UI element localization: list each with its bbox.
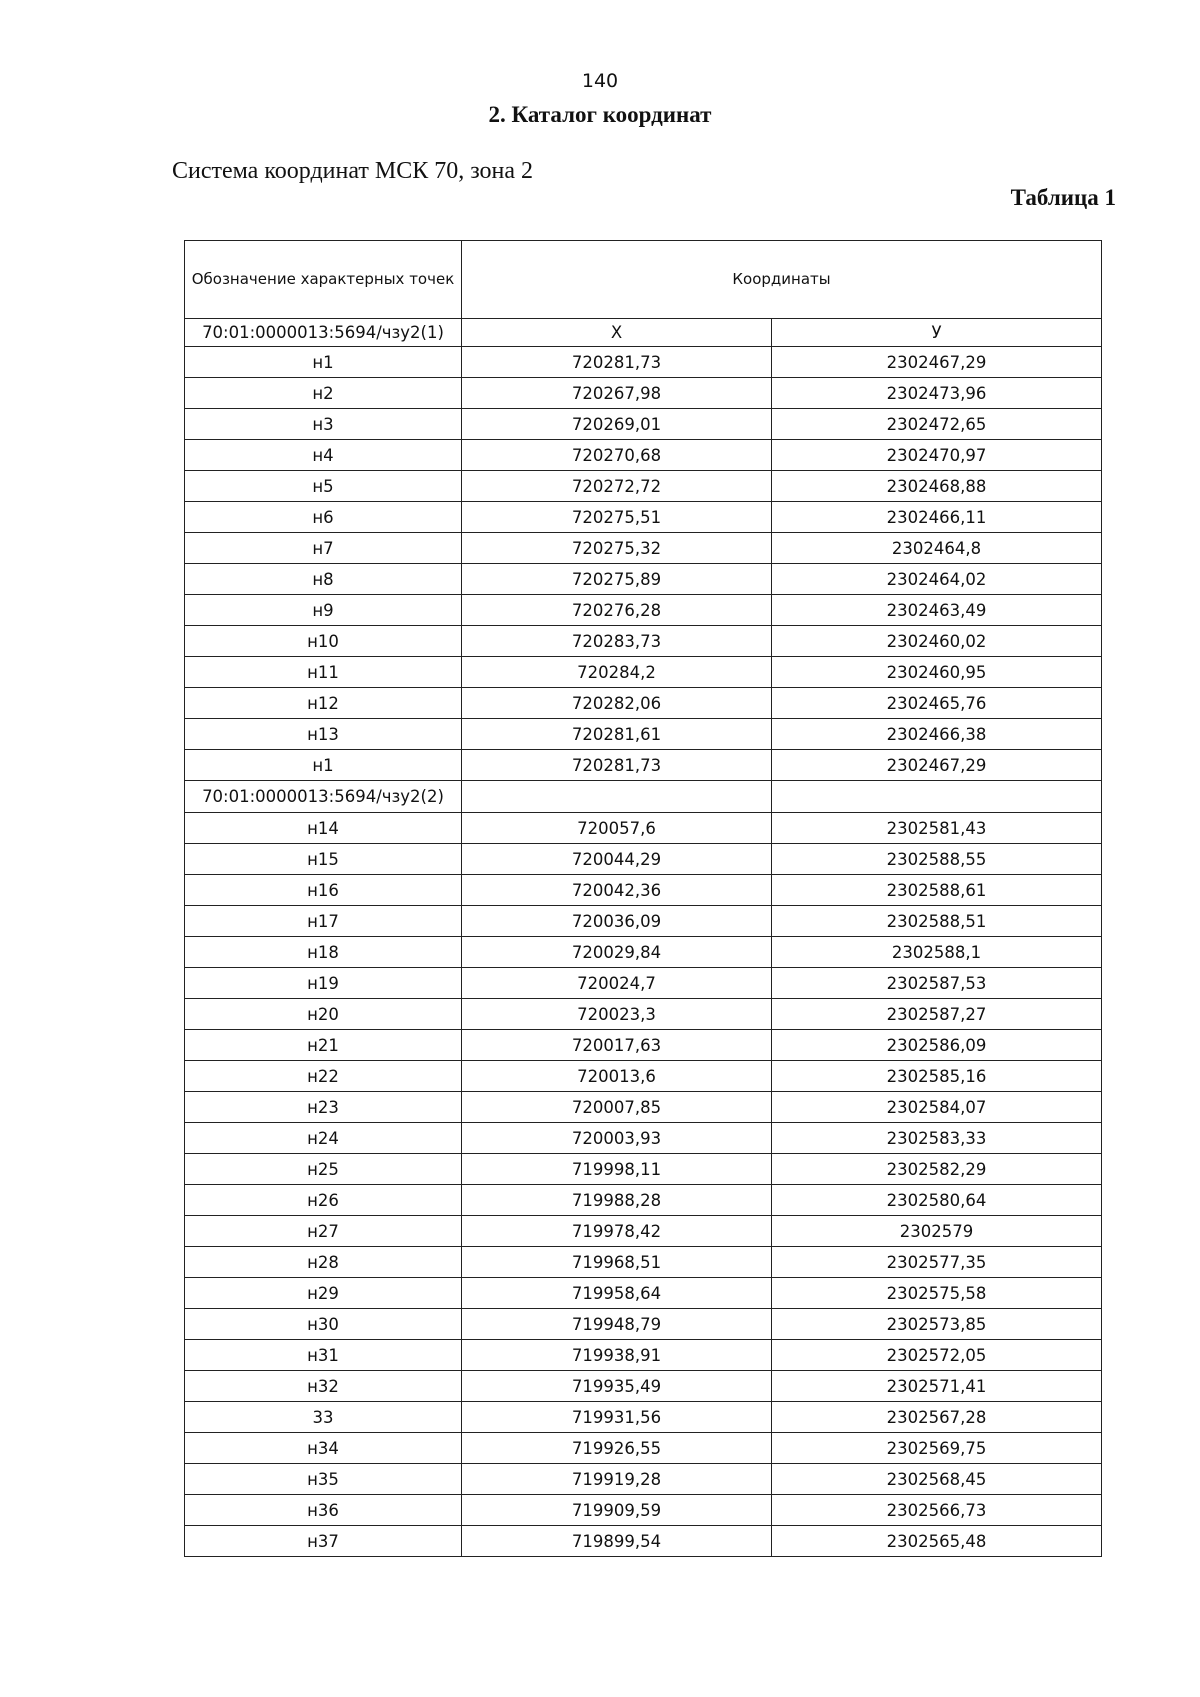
coordinate-y: 2302572,05 xyxy=(772,1340,1102,1371)
coordinate-y: 2302579 xyxy=(772,1216,1102,1247)
coordinate-y: 2302588,1 xyxy=(772,937,1102,968)
coordinate-x: 720003,93 xyxy=(462,1123,772,1154)
coordinate-y: 2302473,96 xyxy=(772,378,1102,409)
table-row xyxy=(185,1092,1102,1123)
point-name: н25 xyxy=(185,1154,462,1185)
coordinate-y: 2302567,28 xyxy=(772,1402,1102,1433)
coordinate-x: 720044,29 xyxy=(462,844,772,875)
empty-cell xyxy=(772,781,1102,813)
point-name: н24 xyxy=(185,1123,462,1154)
table-row xyxy=(185,1433,1102,1464)
coordinate-y: 2302588,61 xyxy=(772,875,1102,906)
point-name: 33 xyxy=(185,1402,462,1433)
section-name: 70:01:0000013:5694/чзу2(2) xyxy=(185,781,462,813)
coordinate-y: 2302466,38 xyxy=(772,719,1102,750)
coordinate-y: 2302573,85 xyxy=(772,1309,1102,1340)
coordinate-x: 720057,6 xyxy=(462,813,772,844)
table-row xyxy=(185,440,1102,471)
point-name: н22 xyxy=(185,1061,462,1092)
table-row xyxy=(185,657,1102,688)
coordinate-y: 2302464,02 xyxy=(772,564,1102,595)
table-row xyxy=(185,378,1102,409)
coordinate-x: 719909,59 xyxy=(462,1495,772,1526)
coordinate-y: 2302587,27 xyxy=(772,999,1102,1030)
point-name: н37 xyxy=(185,1526,462,1557)
coordinate-x: 720275,51 xyxy=(462,502,772,533)
coordinate-y: 2302569,75 xyxy=(772,1433,1102,1464)
coordinate-y: 2302582,29 xyxy=(772,1154,1102,1185)
coordinate-y: 2302464,8 xyxy=(772,533,1102,564)
coordinate-y: 2302468,88 xyxy=(772,471,1102,502)
coordinate-x: 719978,42 xyxy=(462,1216,772,1247)
coordinate-x: 719919,28 xyxy=(462,1464,772,1495)
coordinate-y: 2302571,41 xyxy=(772,1371,1102,1402)
point-name: н1 xyxy=(185,750,462,781)
point-name: н21 xyxy=(185,1030,462,1061)
coordinate-x: 719931,56 xyxy=(462,1402,772,1433)
table-row xyxy=(185,1464,1102,1495)
point-name: н19 xyxy=(185,968,462,999)
table-row xyxy=(185,937,1102,968)
coordinate-y: 2302586,09 xyxy=(772,1030,1102,1061)
table-row xyxy=(185,533,1102,564)
point-name: н1 xyxy=(185,347,462,378)
coordinate-x: 719926,55 xyxy=(462,1433,772,1464)
coordinate-x: 720017,63 xyxy=(462,1030,772,1061)
column-y-header: У xyxy=(772,319,1102,347)
coordinates-table-body xyxy=(185,241,1102,1557)
coordinate-y: 2302585,16 xyxy=(772,1061,1102,1092)
coordinate-y: 2302460,95 xyxy=(772,657,1102,688)
coordinate-x: 720007,85 xyxy=(462,1092,772,1123)
coordinate-x: 720024,7 xyxy=(462,968,772,999)
table-row xyxy=(185,564,1102,595)
coordinate-y: 2302565,48 xyxy=(772,1526,1102,1557)
coordinate-y: 2302588,51 xyxy=(772,906,1102,937)
coordinate-x: 719899,54 xyxy=(462,1526,772,1557)
table-row xyxy=(185,1402,1102,1433)
coordinate-y: 2302467,29 xyxy=(772,347,1102,378)
table-row xyxy=(185,999,1102,1030)
empty-cell xyxy=(462,781,772,813)
coordinate-y: 2302460,02 xyxy=(772,626,1102,657)
point-name: н17 xyxy=(185,906,462,937)
coordinate-y: 2302588,55 xyxy=(772,844,1102,875)
point-name: н15 xyxy=(185,844,462,875)
table-row xyxy=(185,1526,1102,1557)
section-row xyxy=(185,319,1102,347)
header-points: Обозначение характерных точек xyxy=(185,241,462,319)
coordinate-x: 720036,09 xyxy=(462,906,772,937)
table-label: Таблица 1 xyxy=(1010,185,1116,210)
section-name: 70:01:0000013:5694/чзу2(1) xyxy=(185,319,462,347)
coordinate-x: 720267,98 xyxy=(462,378,772,409)
coordinate-y: 2302465,76 xyxy=(772,688,1102,719)
point-name: н12 xyxy=(185,688,462,719)
table-row xyxy=(185,1278,1102,1309)
coordinate-x: 720275,89 xyxy=(462,564,772,595)
coordinate-y: 2302580,64 xyxy=(772,1185,1102,1216)
table-row xyxy=(185,1495,1102,1526)
table-row xyxy=(185,844,1102,875)
coordinate-x: 720275,32 xyxy=(462,533,772,564)
point-name: н27 xyxy=(185,1216,462,1247)
section-row xyxy=(185,781,1102,813)
table-row xyxy=(185,595,1102,626)
point-name: н20 xyxy=(185,999,462,1030)
coordinate-x: 719998,11 xyxy=(462,1154,772,1185)
point-name: н10 xyxy=(185,626,462,657)
table-row xyxy=(185,1123,1102,1154)
point-name: н36 xyxy=(185,1495,462,1526)
point-name: н32 xyxy=(185,1371,462,1402)
table-row xyxy=(185,875,1102,906)
table-row xyxy=(185,688,1102,719)
coordinate-x: 720282,06 xyxy=(462,688,772,719)
table-row xyxy=(185,1061,1102,1092)
table-row xyxy=(185,626,1102,657)
coordinate-y: 2302472,65 xyxy=(772,409,1102,440)
table-row xyxy=(185,1154,1102,1185)
table-row xyxy=(185,409,1102,440)
coordinate-x: 720029,84 xyxy=(462,937,772,968)
coordinate-x: 719938,91 xyxy=(462,1340,772,1371)
point-name: н5 xyxy=(185,471,462,502)
point-name: н14 xyxy=(185,813,462,844)
coordinate-y: 2302470,97 xyxy=(772,440,1102,471)
table-row xyxy=(185,1030,1102,1061)
coordinate-x: 719968,51 xyxy=(462,1247,772,1278)
coordinate-y: 2302577,35 xyxy=(772,1247,1102,1278)
point-name: н18 xyxy=(185,937,462,968)
coordinate-x: 720269,01 xyxy=(462,409,772,440)
point-name: н35 xyxy=(185,1464,462,1495)
coordinate-x: 719948,79 xyxy=(462,1309,772,1340)
coordinate-x: 719958,64 xyxy=(462,1278,772,1309)
table-row xyxy=(185,1185,1102,1216)
point-name: н16 xyxy=(185,875,462,906)
coordinate-system-caption: Система координат МСК 70, зона 2 xyxy=(172,158,534,184)
point-name: н13 xyxy=(185,719,462,750)
section-title: 2. Каталог координат xyxy=(488,102,712,127)
coordinate-y: 2302466,11 xyxy=(772,502,1102,533)
point-name: н29 xyxy=(185,1278,462,1309)
coordinate-x: 720281,73 xyxy=(462,750,772,781)
point-name: н28 xyxy=(185,1247,462,1278)
table-row xyxy=(185,1247,1102,1278)
point-name: н23 xyxy=(185,1092,462,1123)
coordinate-x: 720270,68 xyxy=(462,440,772,471)
coordinate-y: 2302467,29 xyxy=(772,750,1102,781)
table-row xyxy=(185,502,1102,533)
point-name: н2 xyxy=(185,378,462,409)
point-name: н4 xyxy=(185,440,462,471)
coordinate-x: 720276,28 xyxy=(462,595,772,626)
coordinate-x: 720272,72 xyxy=(462,471,772,502)
coordinate-y: 2302566,73 xyxy=(772,1495,1102,1526)
coordinate-x: 720281,73 xyxy=(462,347,772,378)
point-name: н30 xyxy=(185,1309,462,1340)
coordinate-x: 719935,49 xyxy=(462,1371,772,1402)
table-header-row xyxy=(185,241,1102,319)
point-name: н6 xyxy=(185,502,462,533)
point-name: н31 xyxy=(185,1340,462,1371)
coordinate-y: 2302463,49 xyxy=(772,595,1102,626)
table-row xyxy=(185,1216,1102,1247)
table-row xyxy=(185,719,1102,750)
point-name: н26 xyxy=(185,1185,462,1216)
coordinate-y: 2302584,07 xyxy=(772,1092,1102,1123)
coordinate-y: 2302583,33 xyxy=(772,1123,1102,1154)
coordinate-x: 720284,2 xyxy=(462,657,772,688)
coordinate-y: 2302568,45 xyxy=(772,1464,1102,1495)
coordinate-y: 2302587,53 xyxy=(772,968,1102,999)
table-row xyxy=(185,1340,1102,1371)
table-row xyxy=(185,813,1102,844)
point-name: н34 xyxy=(185,1433,462,1464)
page-number: 140 xyxy=(581,70,619,92)
column-x-header: X xyxy=(462,319,772,347)
header-coordinates: Координаты xyxy=(462,241,1102,319)
table-row xyxy=(185,750,1102,781)
table-row xyxy=(185,471,1102,502)
table-row xyxy=(185,1309,1102,1340)
table-row xyxy=(185,347,1102,378)
coordinate-y: 2302575,58 xyxy=(772,1278,1102,1309)
point-name: н9 xyxy=(185,595,462,626)
coordinate-x: 720281,61 xyxy=(462,719,772,750)
coordinate-y: 2302581,43 xyxy=(772,813,1102,844)
coordinates-table xyxy=(184,240,1102,1557)
point-name: н8 xyxy=(185,564,462,595)
table-row xyxy=(185,968,1102,999)
point-name: н7 xyxy=(185,533,462,564)
point-name: н11 xyxy=(185,657,462,688)
coordinate-x: 720013,6 xyxy=(462,1061,772,1092)
coordinate-x: 720042,36 xyxy=(462,875,772,906)
table-row xyxy=(185,1371,1102,1402)
coordinate-x: 719988,28 xyxy=(462,1185,772,1216)
point-name: н3 xyxy=(185,409,462,440)
table-row xyxy=(185,906,1102,937)
coordinate-x: 720283,73 xyxy=(462,626,772,657)
coordinate-x: 720023,3 xyxy=(462,999,772,1030)
